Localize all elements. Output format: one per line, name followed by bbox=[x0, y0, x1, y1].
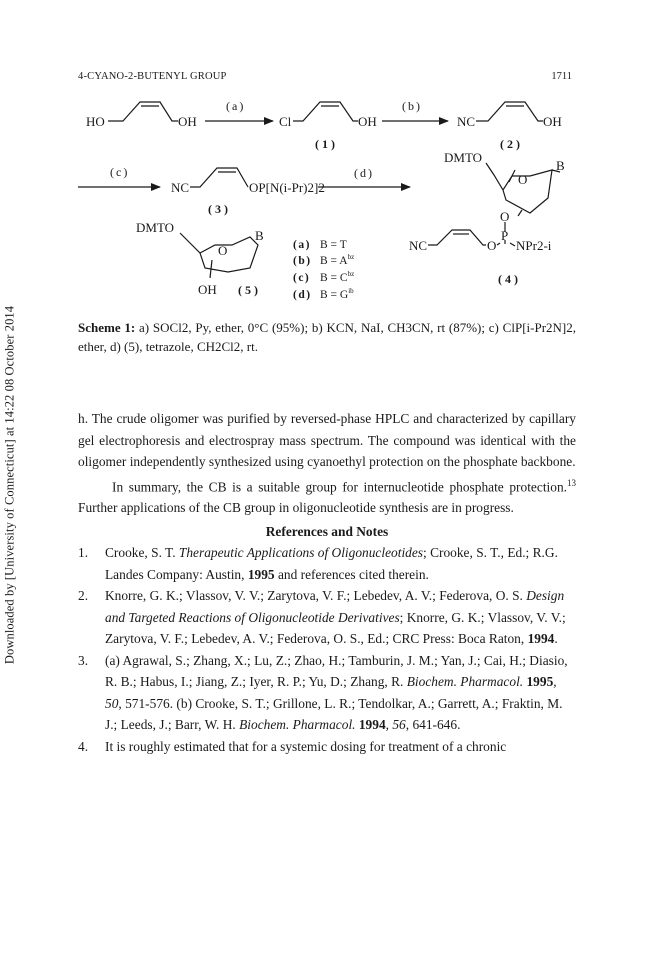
cmp1-right: OH bbox=[358, 114, 377, 129]
cmp4-label: (4) bbox=[498, 272, 521, 286]
cmp4-nc: NC bbox=[409, 238, 428, 253]
cmp5-label: (5) bbox=[238, 283, 261, 297]
reference-4: 4. It is roughly estimated that for a systemic dosing for treatment of a chronic bbox=[78, 738, 507, 754]
cmp4-base: B bbox=[556, 158, 565, 173]
legend-key-b: (b) bbox=[293, 255, 312, 267]
cmp5-base: B bbox=[255, 228, 264, 243]
reference-3: 3. (a) Agrawal, S.; Zhang, X.; Lu, Z.; Zhao, H.; Tamburin, J. M.; Yan, J.; Cai, H.; Diasio, R. B.; Habus, I.; Jiang, Z.; Iyer, R. P.; Yu, D.; Zhang, R. Biochem. Pharmacol. 1995, 50, 571-576. (b) Crooke, S. T.; Grillone, L. R.; Tendolkar, A.; Garrett, A.; Fraktin, M. J.; Leeds, J.; Barr, W. H. Biochem. Pharmacol. 1994, 56, 641-646. bbox=[78, 652, 568, 733]
start-right: OH bbox=[178, 114, 197, 129]
cmp4-o: O bbox=[500, 209, 510, 224]
cmp4-ring-o: O bbox=[518, 172, 528, 187]
reaction-scheme bbox=[0, 0, 652, 310]
cmp3-right: OP[N(i-Pr)2]2 bbox=[249, 180, 325, 195]
arrow-d-label: (d) bbox=[354, 166, 374, 180]
page-number: 1711 bbox=[551, 71, 572, 82]
compound-3-chain bbox=[190, 168, 248, 187]
legend-value-c: $B = C^{bz}$ bbox=[320, 270, 355, 284]
cmp4-dmto: DMTO bbox=[444, 150, 483, 165]
caption-text: a) SOCl2, Py, ether, 0°C (95%); b) KCN, NaI, CH3CN, rt (87%); c) ClP[i-Pr2N]2, ether, d) (5), tetrazole, CH2Cl2, rt. bbox=[78, 320, 576, 354]
start-left: HO bbox=[86, 114, 105, 129]
cmp1-label: (1) bbox=[315, 137, 338, 151]
caption-label: Scheme 1: bbox=[78, 320, 136, 335]
main-text bbox=[78, 408, 576, 757]
legend-value-d: $B = G^{ib}$ bbox=[320, 287, 354, 301]
download-note-text: Downloaded by [University of Connecticut] at 14:22 08 October 2014 bbox=[2, 305, 17, 665]
cmp1-left: Cl bbox=[279, 114, 292, 129]
legend-key-c: (c) bbox=[293, 272, 311, 284]
cmp4-p: P bbox=[501, 228, 509, 243]
legend-value-a: B = T bbox=[320, 239, 347, 251]
cmp2-left: NC bbox=[457, 114, 476, 129]
cmp5-dmto: DMTO bbox=[136, 220, 175, 235]
compound-1-chain bbox=[293, 102, 358, 121]
legend-key-d: (d) bbox=[293, 289, 312, 301]
download-note bbox=[2, 300, 18, 670]
start-material-chain bbox=[108, 102, 178, 121]
compound-4-chain bbox=[428, 230, 486, 245]
cmp4-o2: O bbox=[487, 238, 497, 253]
running-title: 4-CYANO-2-BUTENYL GROUP bbox=[78, 71, 227, 82]
paragraph-2: In summary, the CB is a suitable group for internucleotide phosphate protection.$^{13}$ Further applications of the CB group in oligonucleotide synthesis are in progress. bbox=[78, 477, 576, 516]
cmp5-oh: OH bbox=[198, 282, 217, 297]
paragraph-1: h. The crude oligomer was purified by reversed-phase HPLC and characterized by capillary gel electrophoresis and electrospray mass spectrum. The compound was identical with the oligomer independently synthesized using cyanoethyl protection on the phosphate backbone. bbox=[78, 411, 576, 469]
cmp5-ring-o: O bbox=[218, 243, 228, 258]
reference-1: 1. Crooke, S. T. Therapeutic Applications of Oligonucleotides; Crooke, S. T., Ed.; R.G. Landes Company: Austin, 1995 and references cited therein. bbox=[78, 545, 558, 582]
reference-2: 2. Knorre, G. K.; Vlassov, V. V.; Zarytova, V. F.; Lebedev, A. V.; Federova, O. S. Design and Targeted Reactions of Oligonucleotide Derivatives; Knorre, G. K.; Vlassov, V. V.; Zarytova, V. F.; Lebedev, A. V.; Federova, O. S., Ed.; CRC Press: Boca Raton, 1994. bbox=[78, 588, 566, 647]
cmp2-right: OH bbox=[543, 114, 562, 129]
cmp2-label: (2) bbox=[500, 137, 523, 151]
arrow-c-label: (c) bbox=[110, 165, 130, 179]
arrow-b-label: (b) bbox=[402, 99, 422, 113]
compound-2-chain bbox=[476, 102, 543, 121]
cmp3-label: (3) bbox=[208, 202, 231, 216]
arrow-a-label: (a) bbox=[226, 99, 246, 113]
references-heading: References and Notes bbox=[265, 523, 389, 539]
cmp3-left: NC bbox=[171, 180, 190, 195]
citation-13: 13 bbox=[567, 477, 576, 488]
legend-value-b: $B = A^{bz}$ bbox=[320, 253, 355, 267]
legend-key-a: (a) bbox=[293, 239, 311, 251]
cmp4-npr: NPr2-i bbox=[516, 238, 552, 253]
scheme-caption bbox=[78, 318, 576, 356]
compound-4-sugar bbox=[486, 163, 552, 213]
